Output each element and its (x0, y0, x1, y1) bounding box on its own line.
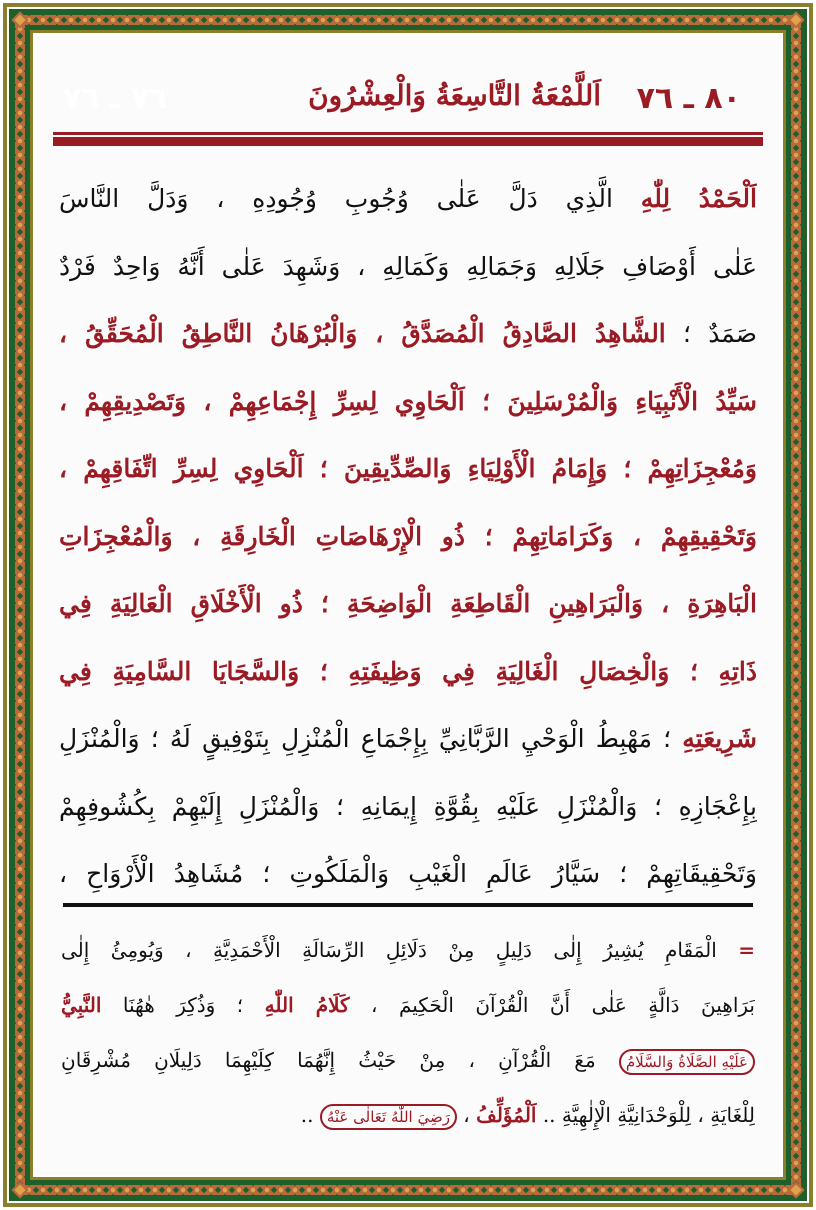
highlight-text: النَّبِيُّ (61, 993, 102, 1017)
text-line (59, 165, 757, 233)
footnote-line (61, 1033, 755, 1088)
footnote-line (61, 978, 755, 1033)
text-line (59, 705, 757, 773)
text-line (59, 773, 757, 841)
author-label: اَلْمُؤَلِّفُ (476, 1103, 537, 1127)
highlight-text: سَيِّدُ الْأَنْبِيَاءِ وَالْمُرْسَلِينَ ؛ اَلْحَاوِي لِسِرِّ إِجْمَاعِهِمْ ، وَتَصْدِيقِهِمْ ، (59, 386, 757, 416)
highlight-text: اَلْحَمْدُ لِلّٰهِ (640, 184, 757, 213)
text-line (59, 233, 757, 301)
highlight-text: ذَاتِهِ ؛ وَالْخِصَالِ الْغَالِيَةِ فِي وَظِيفَتِهِ ؛ وَالسَّجَايَا السَّامِيَةِ فِي (59, 656, 757, 686)
page (35, 35, 781, 1175)
text: ؛ مَهْبِطُ الْوَحْيِ الرَّبَّانِيِّ بِإِجْمَاعِ الْمُنْزِلِ بِتَوْفِيقٍ لَهُ ؛ وَالْمُنْزَلِ (59, 724, 683, 753)
continuation-mark: = (738, 938, 755, 962)
highlight-text: الشَّاهِدُ الصَّادِقُ الْمُصَدَّقُ ، وَالْبُرْهَانُ النَّاطِقُ الْمُحَقِّقُ ، (59, 319, 666, 348)
footnote-line (61, 923, 755, 978)
text-line (59, 368, 757, 436)
text-line (59, 638, 757, 706)
honorific-calligraphy-icon: رَضِيَ اللّٰهُ تَعَالٰى عَنْهُ (320, 1104, 457, 1130)
footnote-line (61, 1088, 755, 1143)
highlight-text: وَتَحْقِيقِهِمْ ، وَكَرَامَاتِهِمْ ؛ ذُو الْإِرْهَاصَاتِ الْخَارِقَةِ ، وَالْمُعْجِزَاتِ (59, 521, 757, 551)
frame-chain-left (15, 22, 25, 1188)
highlight-text: كَلَامُ اللّٰهِ (264, 993, 350, 1017)
honorific-calligraphy-icon: عَلَيْهِ الصَّلَاةُ وَالسَّلَامُ (619, 1049, 755, 1075)
header-rule-thin (53, 132, 763, 135)
text: الْمَقَامِ يُشِيرُ إِلٰى دَلِيلٍ مِنْ دَلَائِلِ الرِّسَالَةِ الْأَحْمَدِيَّةِ ، وَيُومِئُ إِلٰى (61, 938, 739, 962)
main-text (59, 165, 757, 908)
text: وَتَحْقِيقَاتِهِمْ ؛ سَيَّارُ عَالَمِ الْغَيْبِ وَالْمَلَكُوتِ ؛ مُشَاهِدُ الْأَرْوَاحِ ، (59, 859, 757, 888)
text: الَّذِي دَلَّ عَلٰى وُجُوبِ وُجُودِهِ ، وَدَلَّ النَّاسَ (59, 184, 641, 213)
footnote-separator (63, 903, 753, 907)
text: .. (300, 1103, 320, 1127)
text-line (59, 300, 757, 368)
ghost-page-range: ٧٦ ـ ٧٦ (63, 81, 168, 116)
text: لِلْغَايَةِ ، لِلْوَحْدَانِيَّةِ الْإِلٰهِيَّةِ .. (536, 1103, 755, 1127)
footnote (61, 923, 755, 1143)
text: ، (456, 1103, 477, 1127)
text: بِإِعْجَازِهِ ؛ وَالْمُنْزَلِ عَلَيْهِ بِقُوَّةِ إِيمَانِهِ ؛ وَالْمُنْزَلِ إِلَيْهِمْ بِكُشُوفِهِمْ (59, 791, 757, 821)
page-header (35, 81, 781, 131)
text: بَرَاهِينَ دَالَّةٍ عَلٰى أَنَّ الْقُرْآنَ الْحَكِيمَ ، (349, 993, 755, 1017)
highlight-text: الْبَاهِرَةِ ، وَالْبَرَاهِينِ الْقَاطِعَةِ الْوَاضِحَةِ ؛ ذُو الْأَخْلَاقِ الْعَالِيَةِ فِي (59, 589, 757, 618)
text-line (59, 570, 757, 638)
text-line (59, 435, 757, 503)
text: عَلٰى أَوْصَافِ جَلَالِهِ وَجَمَالِهِ وَكَمَالِهِ ، وَشَهِدَ عَلٰى أَنَّهُ وَاحِدٌ فَرْدٌ (59, 251, 757, 281)
header-rule-thick (53, 137, 763, 146)
text: ؛ وَذُكِرَ هٰهُنَا (101, 993, 265, 1017)
highlight-text: شَرِيعَتِهِ (682, 724, 757, 753)
text: صَمَدٌ ؛ (665, 319, 757, 348)
highlight-text: وَمُعْجِزَاتِهِمْ ؛ وَإِمَامُ الْأَوْلِيَاءِ وَالصِّدِّيقِينَ ؛ اَلْحَاوِي لِسِرِّ اتِّفَاقِهِمْ ، (59, 454, 757, 483)
frame-chain-bottom (22, 1185, 794, 1195)
page-range: ٨٠ ـ ٧٦ (636, 81, 741, 116)
chapter-title: اَللَّمْعَةُ التَّاسِعَةُ وَالْعِشْرُونَ (308, 79, 601, 112)
text-line (59, 503, 757, 571)
frame-chain-right (791, 22, 801, 1188)
frame-chain-top (22, 15, 794, 25)
text: مَعَ الْقُرْآنِ ، مِنْ حَيْثُ إِنَّهُمَا كِلَيْهِمَا دَلِيلَانِ مُشْرِقَانِ (61, 1048, 619, 1072)
text-line (59, 840, 757, 908)
